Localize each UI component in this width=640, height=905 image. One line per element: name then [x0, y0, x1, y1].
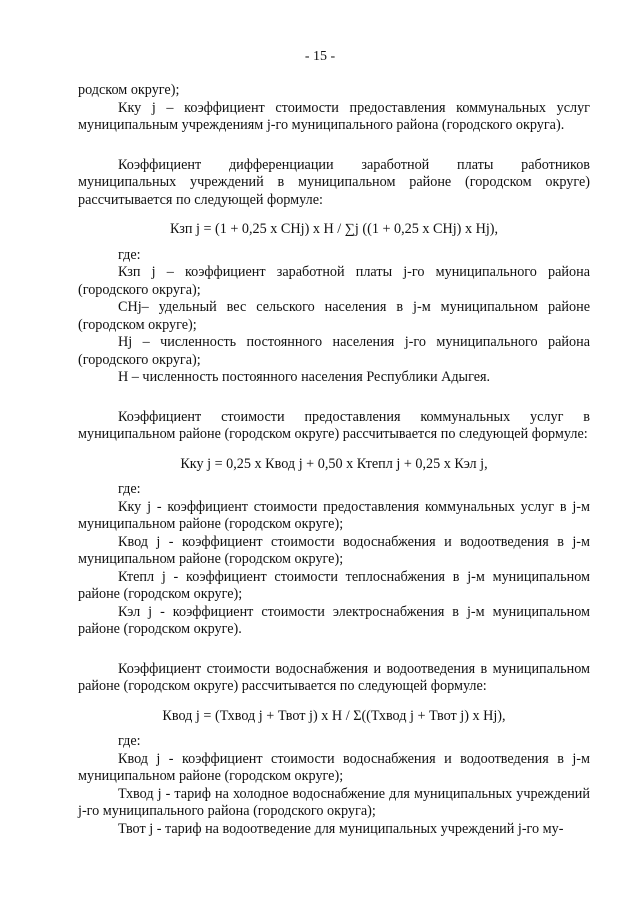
- document-body: [78, 82, 590, 838]
- where-label: где:: [118, 481, 141, 497]
- definition-kvod-water: Квод j - коэффициент стоимости водоснабжения и водоотведения в j-м муниципальном районе (городском округе);: [78, 750, 590, 784]
- page-number: - 15 -: [304, 49, 336, 64]
- definition-ktepl: Ктепл j - коэффициент стоимости теплоснабжения в j-м муниципальном районе (городском округе);: [78, 568, 590, 602]
- where-label: где:: [118, 733, 141, 749]
- paragraph-continuation: родском округе);: [78, 82, 180, 98]
- spacer: [78, 135, 590, 157]
- paragraph-utility-coefficient: Коэффициент стоимости предоставления коммунальных услуг в муниципальном районе (городском округе) рассчитывается по следующей формуле:: [78, 408, 590, 442]
- definition-kku-utilities: Кку j - коэффициент стоимости предоставления коммунальных услуг в j-м муниципальном районе (городском округе);: [78, 498, 590, 532]
- definition-tvot: Твот j - тариф на водоотведение для муниципальных учреждений j-го му-: [118, 820, 564, 837]
- spacer: [78, 387, 590, 409]
- definition-thvod: Тхвод j - тариф на холодное водоснабжение для муниципальных учреждений j-го муниципального района (городского округа);: [78, 785, 590, 819]
- paragraph-salary-coefficient: Коэффициент дифференциации заработной платы работников муниципальных учреждений в муниципальном районе (городском округе) рассчитывается по следующей формуле:: [78, 156, 590, 208]
- definition-ch: CHj– удельный вес сельского населения в j-м муниципальном районе (городском округе);: [78, 299, 590, 333]
- definition-hj: Hj – численность постоянного населения j-го муниципального района (городского округа);: [78, 334, 590, 368]
- formula-salary: Кзп j = (1 + 0,25 х CHj) х H / ∑j ((1 + 0,25 х CHj) х Hj),: [169, 221, 499, 237]
- formula-water: Квод j = (Тхвод j + Твот j) х H / Σ((Тхвод j + Твот j) х Hj),: [162, 707, 506, 724]
- definition-kel: Кэл j - коэффициент стоимости электроснабжения в j-м муниципальном районе (городском округе).: [78, 603, 590, 637]
- definition-h: H – численность постоянного населения Республики Адыгея.: [118, 369, 491, 385]
- where-label: где:: [118, 246, 141, 263]
- definition-kvod: Квод j - коэффициент стоимости водоснабжения и водоотведения в j-м муниципальном районе (городском округе);: [78, 533, 590, 567]
- paragraph-water-coefficient: Коэффициент стоимости водоснабжения и водоотведения в муниципальном районе (городском округе) рассчитывается по следующей формуле:: [78, 660, 590, 694]
- formula-utilities: Кку j = 0,25 х Квод j + 0,50 х Ктепл j + 0,25 х Кэл j,: [180, 455, 488, 472]
- definition-kzp: Кзп j – коэффициент заработной платы j-го муниципального района (городского округа);: [78, 264, 590, 298]
- definition-kku: Кку j – коэффициент стоимости предоставления коммунальных услуг муниципальным учреждениям j-го муниципального района (городского округа).: [78, 99, 590, 133]
- spacer: [78, 639, 590, 661]
